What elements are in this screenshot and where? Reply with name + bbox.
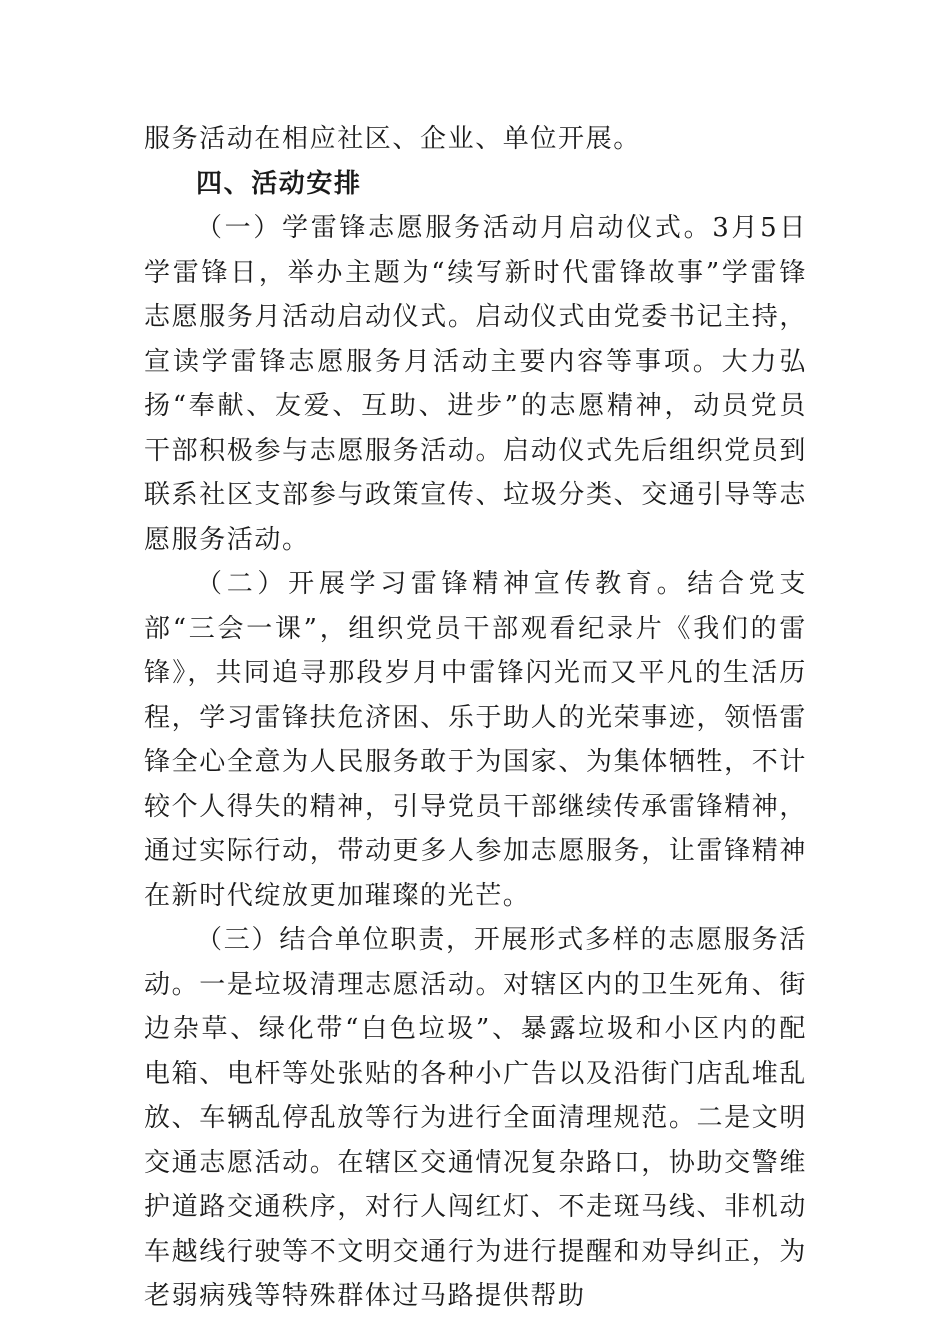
continuation-paragraph: 服务活动在相应社区、企业、单位开展。 [144,124,641,154]
paragraph-3: （三）结合单位职责，开展形式多样的志愿服务活动。一是垃圾清理志愿活动。对辖区内的卫生死角、街边杂草、绿化带“白色垃圾”、暴露垃圾和小区内的配电箱、电杆等处张贴的各种小广告以及沿街门店乱堆乱放、车辆乱停乱放等行为进行全面清理规范。二是文明交通志愿活动。在辖区交通情况复杂路口，协助交警维护道路交通秩序，对行人闯红灯、不走斑马线、非机动车越线行驶等不文明交通行为进行提醒和劝导纠正，为老弱病残等特殊群体过马路提供帮助 [144,925,807,1311]
paragraph-2: （二）开展学习雷锋精神宣传教育。结合党支部“三会一课”，组织党员干部观看纪录片《我们的雷锋》，共同追寻那段岁月中雷锋闪光而又平凡的生活历程，学习雷锋扶危济困、乐于助人的光荣事迹，领悟雷锋全心全意为人民服务敢于为国家、为集体牺牲，不计较个人得失的精神，引导党员干部继续传承雷锋精神，通过实际行动，带动更多人参加志愿服务，让雷锋精神在新时代绽放更加璀璨的光芒。 [144,569,807,911]
section-heading: 四、活动安排 [196,168,362,199]
document-body [144,117,807,1319]
paragraph-1: （一）学雷锋志愿服务活动月启动仪式。3月5日学雷锋日，举办主题为“续写新时代雷锋故事”学雷锋志愿服务月活动启动仪式。启动仪式由党委书记主持，宣读学雷锋志愿服务月活动主要内容等事项。大力弘扬“奉献、友爱、互助、进步”的志愿精神，动员党员干部积极参与志愿服务活动。启动仪式先后组织党员到联系社区支部参与政策宣传、垃圾分类、交通引导等志愿服务活动。 [144,213,807,555]
